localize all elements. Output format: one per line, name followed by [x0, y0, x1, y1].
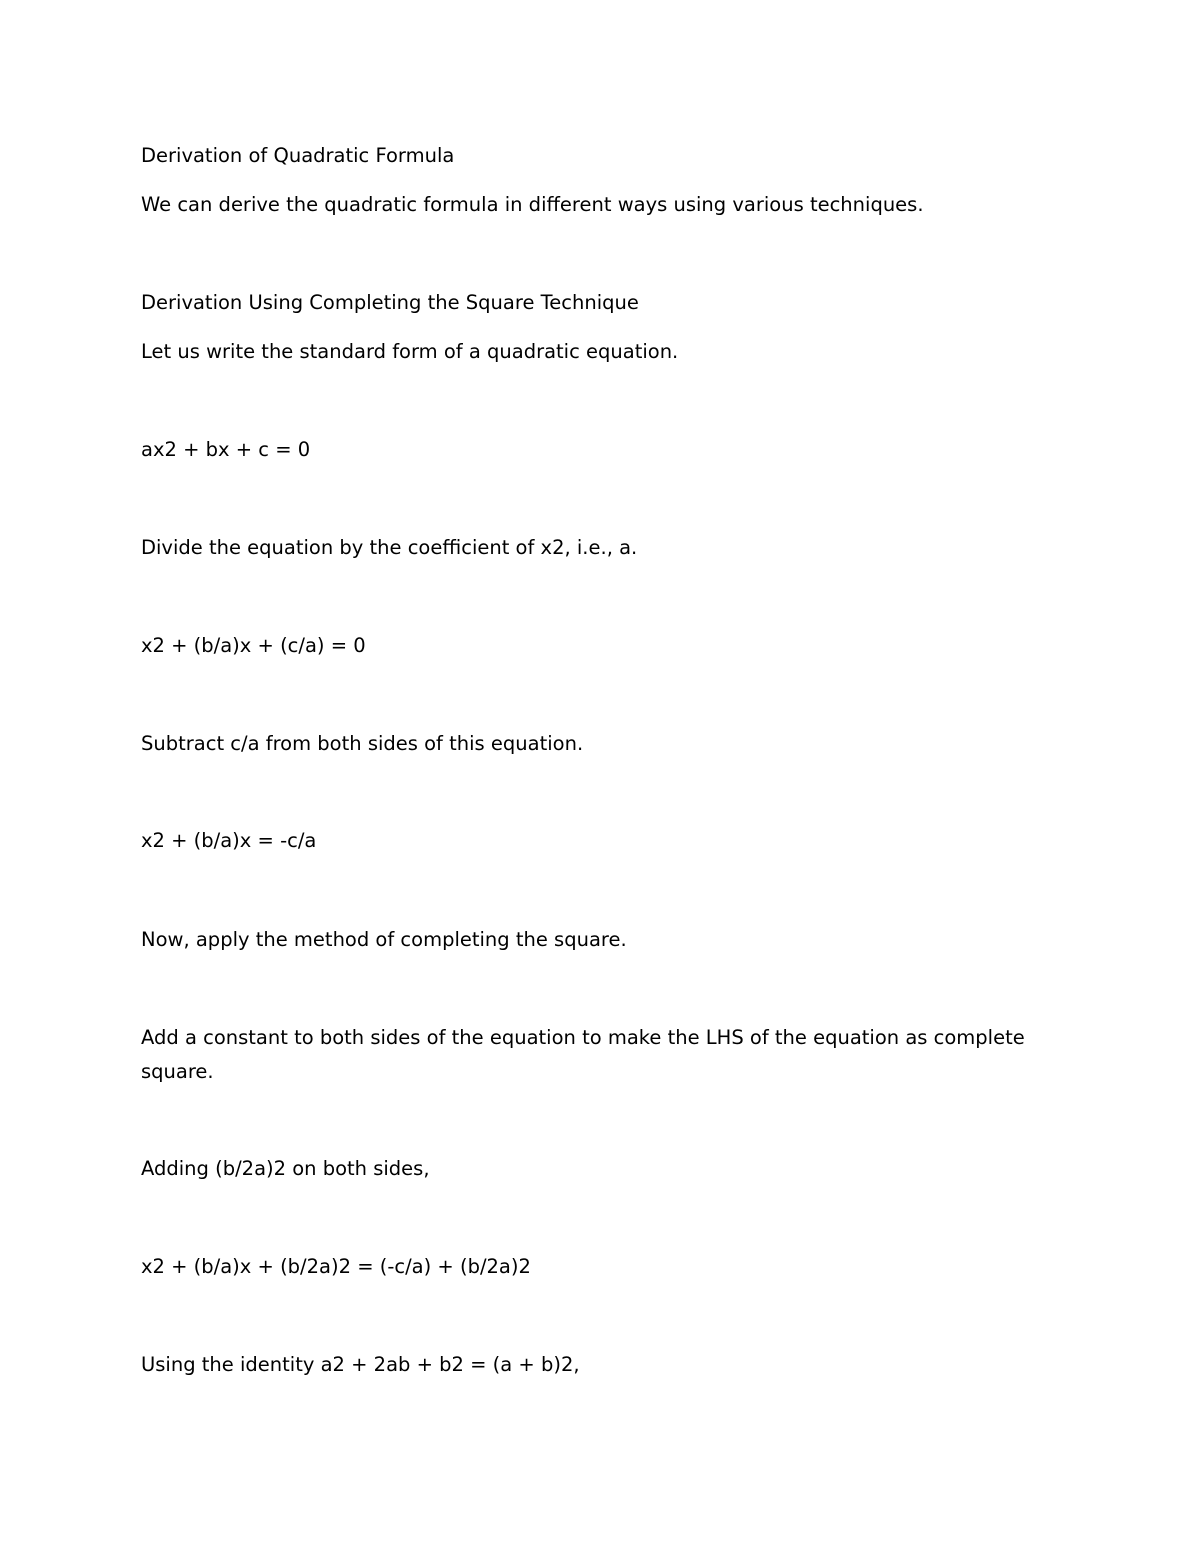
section-heading: Derivation Using Completing the Square Technique: [141, 291, 639, 314]
paragraph: Add a constant to both sides of the equation to make the LHS of the equation as complete square.: [141, 1026, 1025, 1083]
document-title: Derivation of Quadratic Formula: [141, 144, 455, 167]
equation: ax2 + bx + c = 0: [141, 438, 311, 461]
equation: x2 + (b/a)x = -c/a: [141, 829, 317, 852]
equation: x2 + (b/a)x + (b/2a)2 = (-c/a) + (b/2a)2: [141, 1255, 531, 1278]
paragraph: Divide the equation by the coefficient of x2, i.e., a.: [141, 536, 638, 559]
paragraph: Subtract c/a from both sides of this equation.: [141, 732, 584, 755]
equation: x2 + (b/a)x + (c/a) = 0: [141, 634, 366, 657]
paragraph: Let us write the standard form of a quadratic equation.: [141, 340, 679, 363]
paragraph: Adding (b/2a)2 on both sides,: [141, 1157, 430, 1180]
paragraph: Using the identity a2 + 2ab + b2 = (a + b)2,: [141, 1353, 580, 1376]
intro-paragraph: We can derive the quadratic formula in different ways using various techniques.: [141, 193, 924, 216]
paragraph: Now, apply the method of completing the square.: [141, 928, 627, 951]
